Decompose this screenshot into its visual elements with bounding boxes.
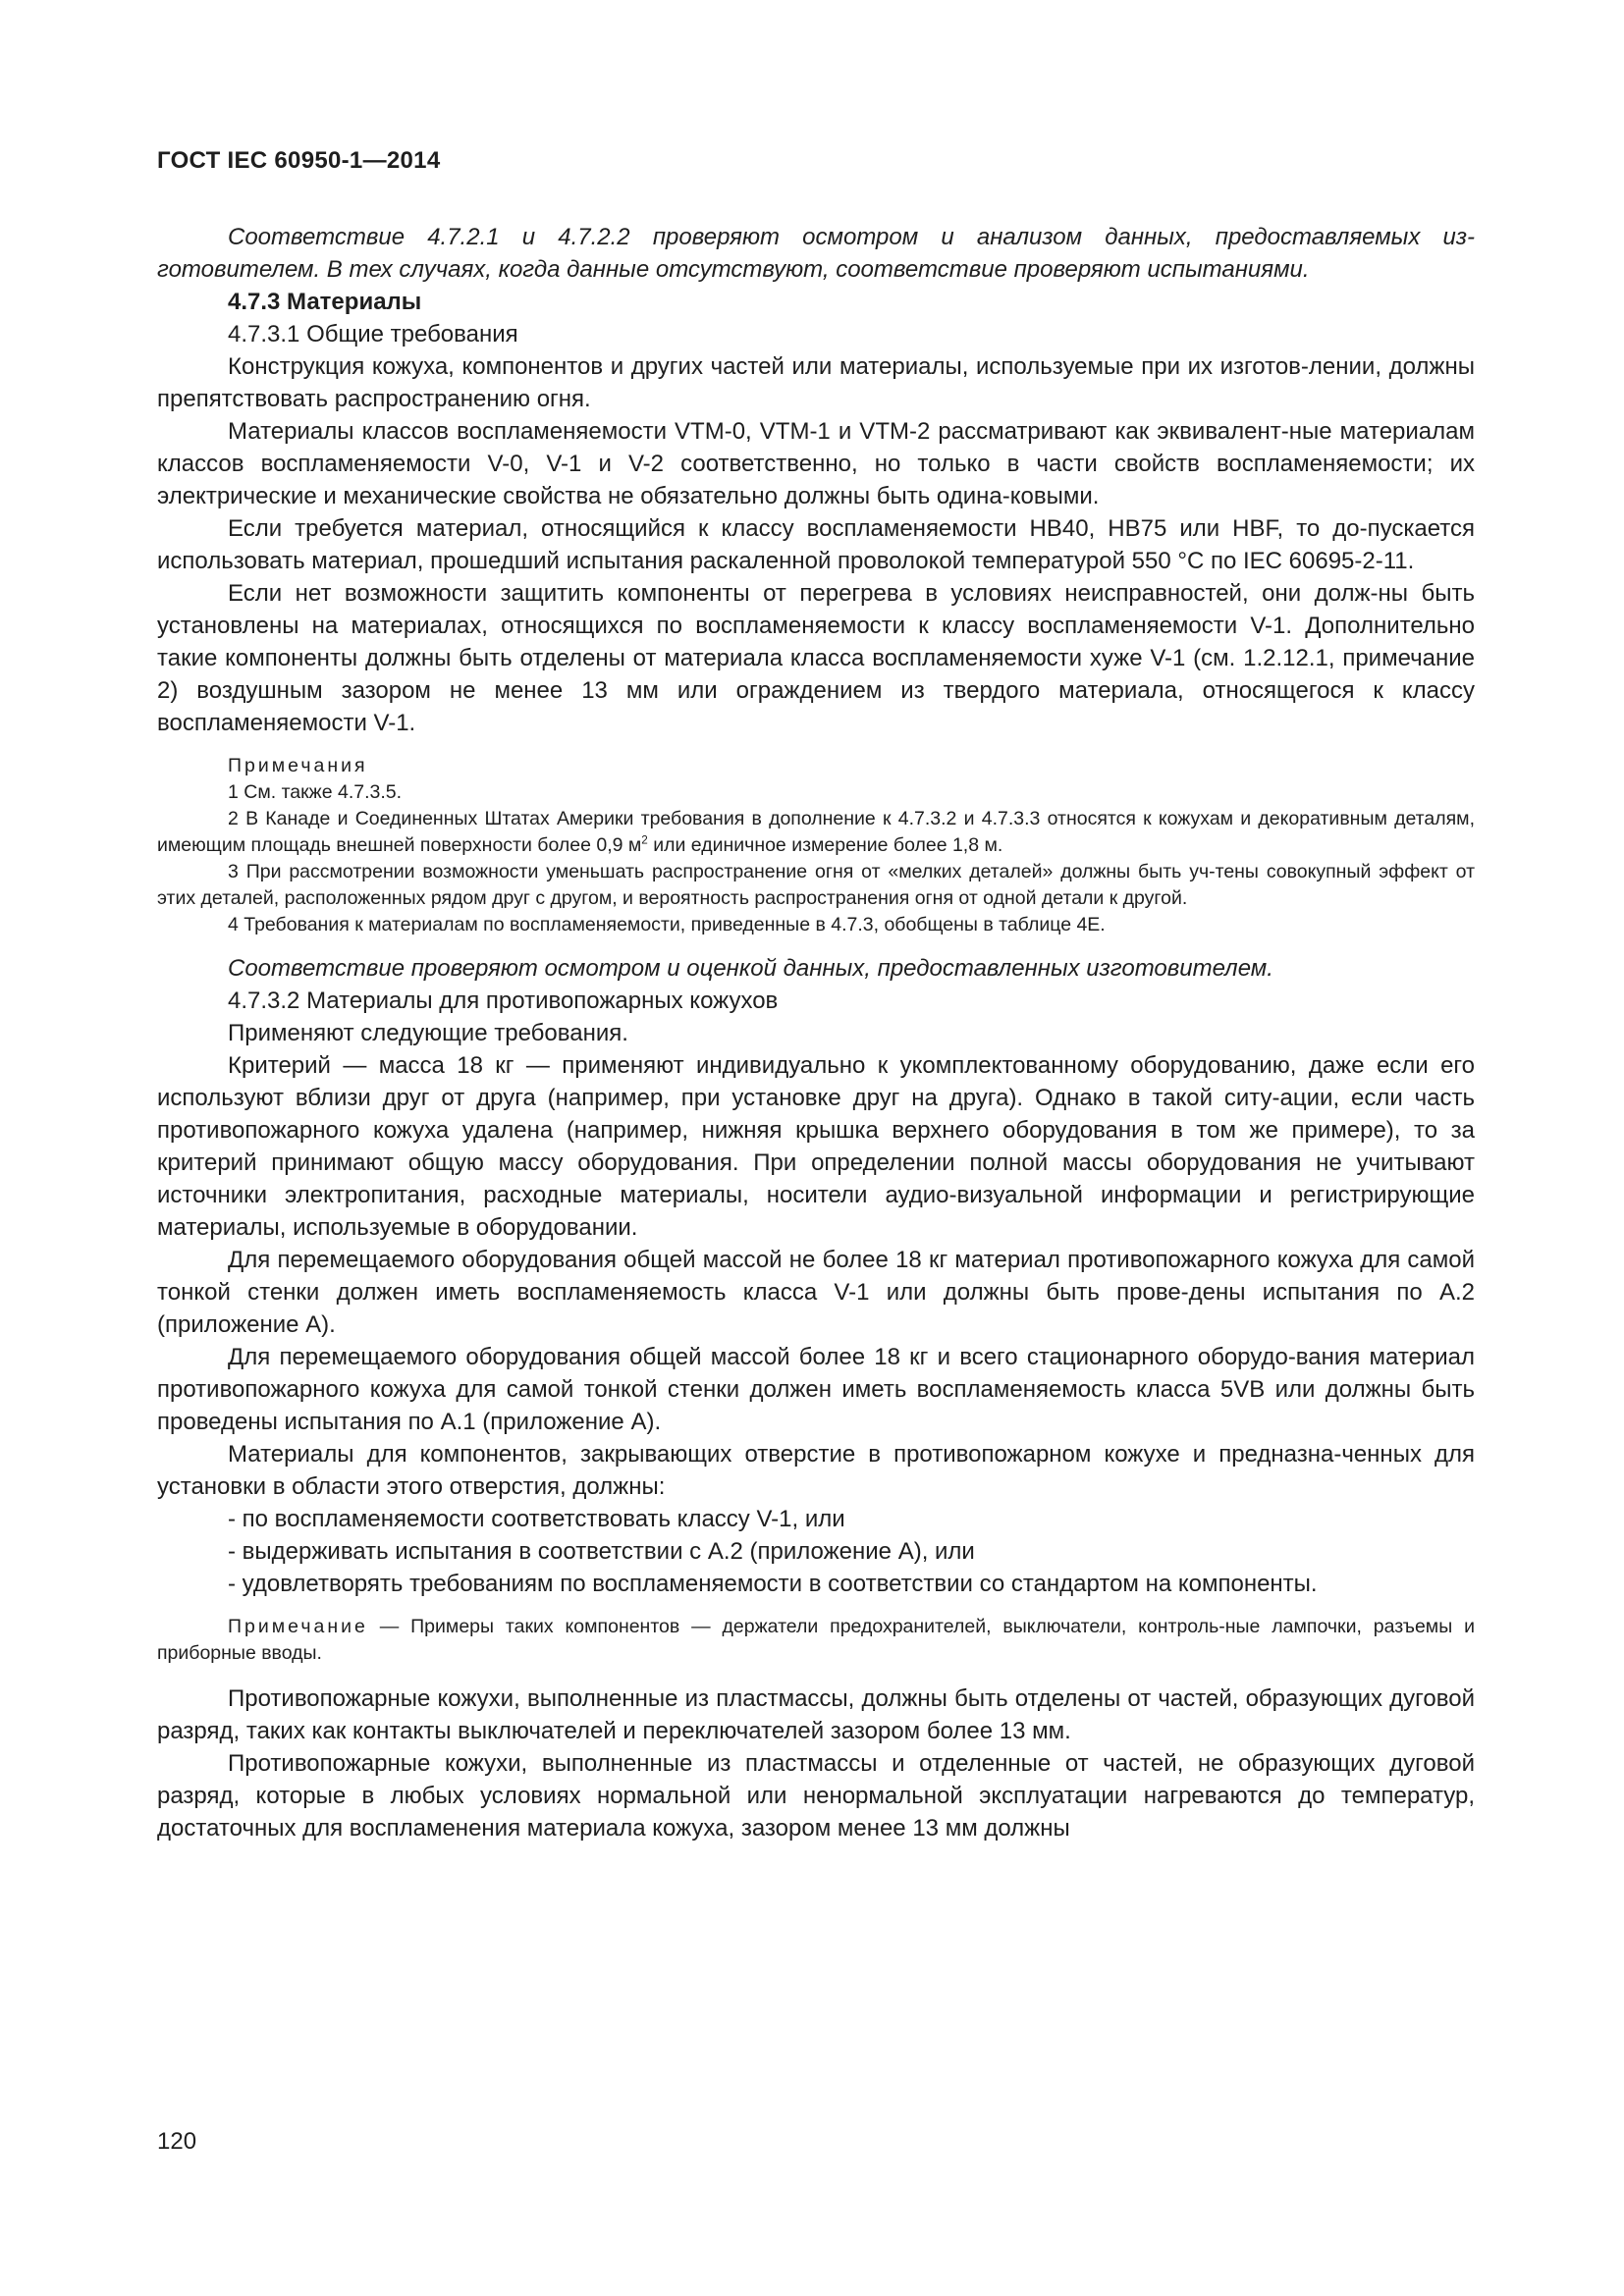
note-block (157, 1614, 1475, 1667)
standard-header: ГОСТ IEC 60950-1—2014 (157, 147, 441, 174)
requirements-list (157, 1503, 1475, 1600)
notes-title: Примечания (228, 755, 368, 776)
note-title: Примечание (228, 1616, 368, 1637)
paragraph: Соответствие 4.7.2.1 и 4.7.2.2 проверяют осмотром и анализом данных, предоставляемых из-готовителем. В тех случаях, когда данные отсутствуют, соответствие проверяют испытаниями. (157, 224, 1475, 283)
note-3: 3 При рассмотрении возможности уменьшать распространение огня от «мелких деталей» должны быть уч-тены совокупный эффект от этих деталей, расположенных рядом друг с другом, и вероятность распространения огня от одной детали к другой. (157, 861, 1475, 909)
note-4: 4 Требования к материалам по воспламеняемости, приведенные в 4.7.3, обобщены в таблице 4Е. (228, 914, 1106, 935)
paragraph: Материалы для компонентов, закрывающих отверстие в противопожарном кожухе и предназна-ченных для установки в области этого отверстия, должны: (157, 1441, 1475, 1500)
paragraph: Для перемещаемого оборудования общей массой более 18 кг и всего стационарного оборудо-вания материал противопожарного кожуха для самой тонкой стенки должен иметь воспламеняемость класса 5VB или должны быть проведены испытания по А.1 (приложение А). (157, 1344, 1476, 1435)
paragraph: Если требуется материал, относящийся к классу воспламеняемости HB40, HB75 или HBF, то до-пускается использовать материал, прошедший испытания раскаленной проволокой температурой 550 °С по IEC 60695-2-11. (157, 515, 1475, 574)
paragraph: Соответствие проверяют осмотром и оценкой данных, предоставленных изготовителем. (228, 955, 1273, 982)
note-2 (157, 806, 1475, 859)
paragraph: Противопожарные кожухи, выполненные из пластмассы, должны быть отделены от частей, образующих дуговой разряд, таких как контакты выключателей и переключателей зазором более 13 мм. (157, 1685, 1475, 1744)
paragraph: 4.7.3 Материалы (228, 289, 422, 315)
note-text (157, 1614, 1475, 1667)
paragraph: Для перемещаемого оборудования общей массой не более 18 кг материал противопожарного кожуха для самой тонкой стенки должен иметь воспламеняемость класса V-1 или должны быть прове-дены испытания по А.2 (приложение А). (157, 1247, 1475, 1338)
note-2-text: 2 В Канаде и Соединенных Штатах Америки требования в дополнение к 4.7.3.2 и 4.7.3.3 относятся к кожухам и декоративным деталям, имеющим площадь внешней поверхности более 0,9 м (157, 808, 1475, 856)
notes-block (157, 753, 1475, 938)
list-item: - по воспламеняемости соответствовать классу V-1, или (228, 1506, 845, 1532)
paragraph: Применяют следующие требования. (228, 1020, 628, 1046)
paragraph: Если нет возможности защитить компоненты от перегрева в условиях неисправностей, они долж-ны быть установлены на материалах, относящихся по воспламеняемости к классу воспламеняемости V-1. Дополнительно такие компоненты должны быть отделены от материала класса воспламеняемости хуже V-1 (см. 1.2.12.1, примечание 2) воздушным зазором не менее 13 мм или ограждением из твердого материала, относящегося к классу воспламеняемости V-1. (157, 580, 1475, 736)
note-body: — Примеры таких компонентов — держатели предохранителей, выключатели, контроль-ные лампочки, разъемы и приборные вводы. (157, 1616, 1475, 1664)
paragraph: Материалы классов воспламеняемости VTM-0, VTM-1 и VTM-2 рассматривают как эквивалент-ные материалам классов воспламеняемости V-0, V-1 и V-2 соответственно, но только в части свойств воспламеняемости; их электрические и механические свойства не обязательно должны быть одина-ковыми. (157, 418, 1475, 509)
section-4-7-3-2 (157, 952, 1475, 1503)
section-4-7-3-1 (157, 221, 1475, 739)
list-item: - удовлетворять требованиям по воспламеняемости в соответствии со стандартом на компоненты. (228, 1571, 1318, 1597)
list-item: - выдерживать испытания в соответствии с А.2 (приложение А), или (228, 1538, 975, 1565)
document-body (157, 221, 1475, 1844)
paragraph: 4.7.3.1 Общие требования (228, 321, 518, 347)
paragraph: 4.7.3.2 Материалы для противопожарных кожухов (228, 988, 779, 1014)
paragraph: Конструкция кожуха, компонентов и других частей или материалы, используемые при их изготов-лении, должны препятствовать распространению огня. (157, 353, 1475, 412)
note-2-superscript: 2 (641, 833, 648, 847)
note-1: 1 См. также 4.7.3.5. (228, 781, 403, 803)
note-2-tail: или единичное измерение более 1,8 м. (647, 834, 1003, 856)
paragraph: Противопожарные кожухи, выполненные из пластмассы и отделенные от частей, не образующих дуговой разряд, которые в любых условиях нормальной или ненормальной эксплуатации нагреваются до температур, достаточных для воспламенения материала кожуха, зазором менее 13 мм должны (157, 1750, 1475, 1842)
page-number: 120 (157, 2128, 197, 2155)
paragraph: Критерий — масса 18 кг — применяют индивидуально к укомплектованному оборудованию, даже если его используют вблизи друг от друга (например, при установке друг на друга). Однако в такой ситу-ации, если часть противопожарного кожуха удалена (например, нижняя крышка верхнего оборудования в том же примере), то за критерий принимают общую массу оборудования. При определении полной массы оборудования не учитывают источники электропитания, расходные материалы, носители аудио-визуальной информации и регистрирующие материалы, используемые в оборудовании. (157, 1052, 1475, 1241)
